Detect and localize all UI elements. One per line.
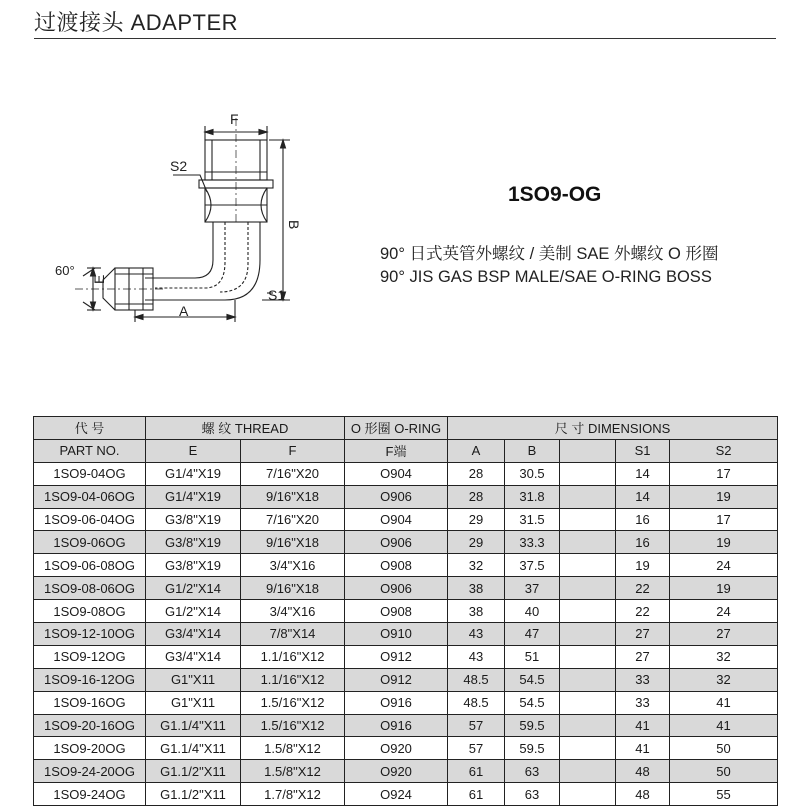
cell-oring: O910 [345, 623, 448, 646]
cell-b: 40 [505, 600, 560, 623]
cell-part: 1SO9-24-20OG [34, 760, 146, 783]
cell-part: 1SO9-24OG [34, 783, 146, 806]
cell-a: 57 [448, 737, 505, 760]
fitting-drawing [55, 110, 305, 325]
cell-part: 1SO9-04-06OG [34, 485, 146, 508]
cell-blank [560, 577, 616, 600]
cell-s2: 32 [670, 645, 778, 668]
cell-s2: 19 [670, 531, 778, 554]
cell-f: 9/16"X18 [241, 485, 345, 508]
cell-a: 38 [448, 600, 505, 623]
cell-a: 28 [448, 462, 505, 485]
cell-oring: O904 [345, 508, 448, 531]
cell-s1: 16 [616, 508, 670, 531]
product-description-en: 90° JIS GAS BSP MALE/SAE O-RING BOSS [380, 268, 712, 286]
cell-a: 29 [448, 508, 505, 531]
spec-table [33, 416, 778, 806]
cell-e: G1.1/2"X11 [146, 760, 241, 783]
header-f-end: F端 [345, 439, 448, 462]
cell-s2: 17 [670, 508, 778, 531]
cell-s2: 50 [670, 737, 778, 760]
table-header-row-1 [34, 417, 778, 440]
cell-oring: O908 [345, 554, 448, 577]
cell-e: G3/4"X14 [146, 645, 241, 668]
cell-a: 61 [448, 760, 505, 783]
dim-e-label: E [91, 274, 107, 284]
cell-blank [560, 508, 616, 531]
cell-s1: 48 [616, 760, 670, 783]
cell-e: G1.1/2"X11 [146, 783, 241, 806]
header-b: B [505, 439, 560, 462]
cell-f: 3/4"X16 [241, 554, 345, 577]
cell-f: 1.1/16"X12 [241, 668, 345, 691]
product-code: 1SO9-OG [508, 183, 602, 206]
cell-blank [560, 600, 616, 623]
cell-blank [560, 645, 616, 668]
cell-e: G1/4"X19 [146, 462, 241, 485]
cell-blank [560, 623, 616, 646]
cell-blank [560, 462, 616, 485]
cell-s1: 41 [616, 714, 670, 737]
table-row [34, 508, 778, 531]
cell-b: 37 [505, 577, 560, 600]
cell-s2: 41 [670, 691, 778, 714]
cell-e: G3/8"X19 [146, 554, 241, 577]
header-part: 代 号 [34, 417, 146, 440]
table-row [34, 600, 778, 623]
cell-s2: 19 [670, 485, 778, 508]
cell-s1: 33 [616, 668, 670, 691]
cell-part: 1SO9-12-10OG [34, 623, 146, 646]
cell-e: G3/8"X19 [146, 531, 241, 554]
cell-b: 37.5 [505, 554, 560, 577]
cell-b: 30.5 [505, 462, 560, 485]
dim-f-label: F [230, 111, 239, 127]
spec-table-body [34, 462, 778, 805]
cell-part: 1SO9-12OG [34, 645, 146, 668]
cell-blank [560, 737, 616, 760]
cell-e: G1.1/4"X11 [146, 737, 241, 760]
cell-s1: 22 [616, 600, 670, 623]
cell-f: 7/16"X20 [241, 508, 345, 531]
cell-part: 1SO9-16-12OG [34, 668, 146, 691]
dim-s2-label: S2 [170, 158, 188, 174]
table-row [34, 462, 778, 485]
table-row [34, 783, 778, 806]
cell-e: G1/2"X14 [146, 577, 241, 600]
cell-blank [560, 714, 616, 737]
cell-s1: 14 [616, 462, 670, 485]
cell-a: 38 [448, 577, 505, 600]
header-f: F [241, 439, 345, 462]
cell-s2: 17 [670, 462, 778, 485]
cell-part: 1SO9-16OG [34, 691, 146, 714]
cell-s1: 33 [616, 691, 670, 714]
cell-f: 9/16"X18 [241, 531, 345, 554]
cell-a: 28 [448, 485, 505, 508]
cell-s1: 27 [616, 645, 670, 668]
cell-e: G3/4"X14 [146, 623, 241, 646]
cell-f: 1.7/8"X12 [241, 783, 345, 806]
cell-f: 1.5/16"X12 [241, 691, 345, 714]
dim-a-label: A [179, 303, 189, 319]
table-row [34, 554, 778, 577]
cell-s2: 50 [670, 760, 778, 783]
header-thread: 螺 纹 THREAD [146, 417, 345, 440]
cell-f: 7/16"X20 [241, 462, 345, 485]
cell-e: G3/8"X19 [146, 508, 241, 531]
cell-e: G1.1/4"X11 [146, 714, 241, 737]
cell-oring: O916 [345, 714, 448, 737]
cell-oring: O920 [345, 760, 448, 783]
cell-s2: 41 [670, 714, 778, 737]
cell-oring: O924 [345, 783, 448, 806]
cell-e: G1/4"X19 [146, 485, 241, 508]
cell-b: 63 [505, 760, 560, 783]
cell-b: 51 [505, 645, 560, 668]
cell-oring: O912 [345, 645, 448, 668]
header-s1: S1 [616, 439, 670, 462]
cell-oring: O906 [345, 485, 448, 508]
cell-a: 43 [448, 645, 505, 668]
header-blank [560, 439, 616, 462]
cell-oring: O904 [345, 462, 448, 485]
cell-a: 48.5 [448, 691, 505, 714]
cell-s2: 24 [670, 600, 778, 623]
cell-part: 1SO9-08-06OG [34, 577, 146, 600]
header-oring: O 形圈 O-RING [345, 417, 448, 440]
cell-part: 1SO9-04OG [34, 462, 146, 485]
cell-s1: 41 [616, 737, 670, 760]
cell-blank [560, 668, 616, 691]
cell-blank [560, 760, 616, 783]
product-description-cn: 90° 日式英管外螺纹 / 美制 SAE 外螺纹 O 形圈 [380, 245, 719, 263]
cell-s2: 27 [670, 623, 778, 646]
cell-oring: O906 [345, 577, 448, 600]
cell-b: 63 [505, 783, 560, 806]
cell-b: 54.5 [505, 691, 560, 714]
cell-s1: 27 [616, 623, 670, 646]
table-row [34, 531, 778, 554]
cell-e: G1"X11 [146, 668, 241, 691]
table-row [34, 668, 778, 691]
header-part-no: PART NO. [34, 439, 146, 462]
header-dimensions: 尺 寸 DIMENSIONS [448, 417, 778, 440]
header-divider [34, 38, 776, 39]
cell-oring: O912 [345, 668, 448, 691]
cell-oring: O916 [345, 691, 448, 714]
table-row [34, 645, 778, 668]
header-a: A [448, 439, 505, 462]
cell-f: 1.5/8"X12 [241, 737, 345, 760]
cell-b: 33.3 [505, 531, 560, 554]
cell-a: 43 [448, 623, 505, 646]
cell-part: 1SO9-08OG [34, 600, 146, 623]
cell-f: 9/16"X18 [241, 577, 345, 600]
cell-s2: 24 [670, 554, 778, 577]
table-row [34, 691, 778, 714]
cell-a: 29 [448, 531, 505, 554]
cell-part: 1SO9-06-04OG [34, 508, 146, 531]
table-row [34, 577, 778, 600]
table-header-row-2 [34, 439, 778, 462]
cell-b: 31.8 [505, 485, 560, 508]
cell-part: 1SO9-06-08OG [34, 554, 146, 577]
cell-oring: O906 [345, 531, 448, 554]
cell-oring: O920 [345, 737, 448, 760]
cell-f: 1.1/16"X12 [241, 645, 345, 668]
cell-b: 59.5 [505, 737, 560, 760]
table-row [34, 737, 778, 760]
cell-b: 54.5 [505, 668, 560, 691]
cell-f: 1.5/16"X12 [241, 714, 345, 737]
cell-a: 32 [448, 554, 505, 577]
cell-e: G1"X11 [146, 691, 241, 714]
cell-s2: 32 [670, 668, 778, 691]
cell-b: 59.5 [505, 714, 560, 737]
cell-part: 1SO9-20-16OG [34, 714, 146, 737]
cell-blank [560, 485, 616, 508]
cell-s1: 16 [616, 531, 670, 554]
cell-oring: O908 [345, 600, 448, 623]
angle-label: 60° [55, 263, 75, 278]
cell-a: 61 [448, 783, 505, 806]
cell-f: 3/4"X16 [241, 600, 345, 623]
cell-s2: 19 [670, 577, 778, 600]
cell-part: 1SO9-06OG [34, 531, 146, 554]
cell-b: 47 [505, 623, 560, 646]
cell-blank [560, 783, 616, 806]
cell-a: 57 [448, 714, 505, 737]
table-row [34, 714, 778, 737]
cell-blank [560, 691, 616, 714]
cell-s1: 14 [616, 485, 670, 508]
cell-e: G1/2"X14 [146, 600, 241, 623]
cell-b: 31.5 [505, 508, 560, 531]
table-row [34, 760, 778, 783]
table-row [34, 485, 778, 508]
cell-a: 48.5 [448, 668, 505, 691]
cell-s1: 19 [616, 554, 670, 577]
cell-f: 1.5/8"X12 [241, 760, 345, 783]
header-s2: S2 [670, 439, 778, 462]
dim-b-label: B [286, 220, 302, 230]
cell-s1: 48 [616, 783, 670, 806]
header-e: E [146, 439, 241, 462]
cell-blank [560, 531, 616, 554]
cell-s1: 22 [616, 577, 670, 600]
cell-part: 1SO9-20OG [34, 737, 146, 760]
page-title: 过渡接头 ADAPTER [34, 10, 239, 35]
cell-s2: 55 [670, 783, 778, 806]
table-row [34, 623, 778, 646]
cell-blank [560, 554, 616, 577]
cell-f: 7/8"X14 [241, 623, 345, 646]
dim-s1-label: S1 [268, 287, 286, 303]
